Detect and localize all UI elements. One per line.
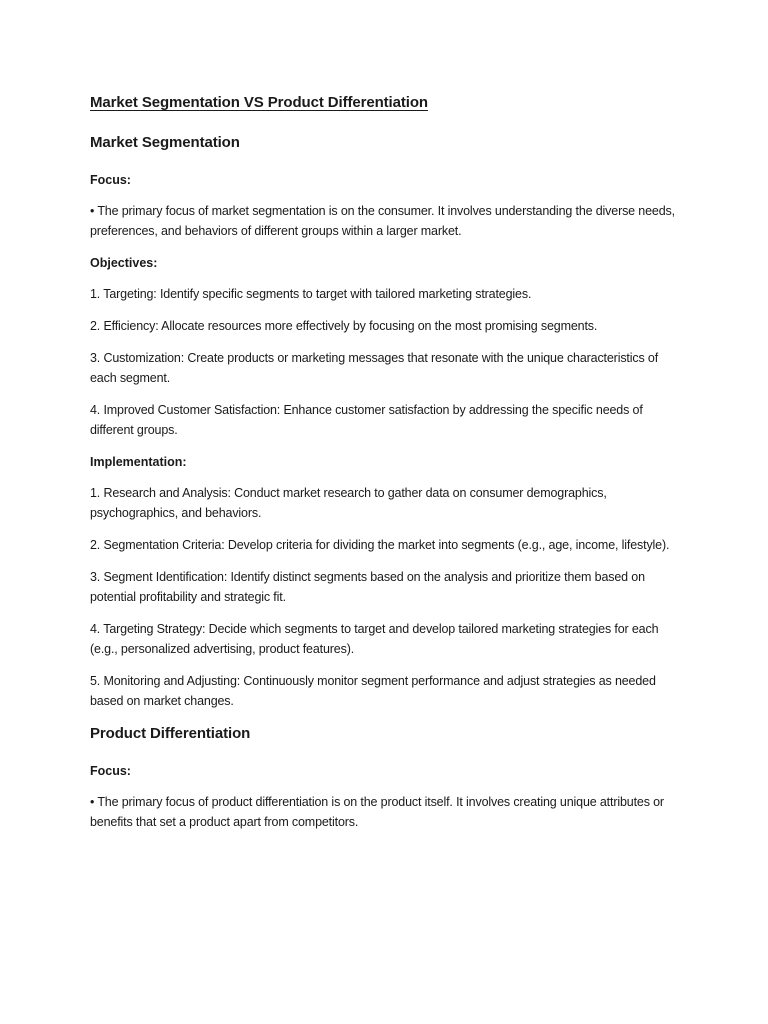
section-market-segmentation — [90, 132, 680, 711]
implementation-label: Implementation: — [90, 455, 187, 469]
document-page — [90, 92, 680, 844]
section-product-differentiation — [90, 723, 680, 832]
objective-item: 2. Efficiency: Allocate resources more effectively by focusing on the most promising segments. — [90, 319, 598, 333]
objective-item: 4. Improved Customer Satisfaction: Enhance customer satisfaction by addressing the specific needs of different groups. — [90, 403, 643, 437]
objective-item: 3. Customization: Create products or marketing messages that resonate with the unique characteristics of each segment. — [90, 351, 659, 385]
focus-text: • The primary focus of product differentiation is on the product itself. It involves creating unique attributes or benefits that set a product apart from competitors. — [90, 795, 664, 829]
objectives-label: Objectives: — [90, 256, 158, 270]
section-heading: Market Segmentation — [90, 134, 240, 151]
section-heading: Product Differentiation — [90, 725, 251, 742]
focus-text: • The primary focus of market segmentation is on the consumer. It involves understanding the diverse needs, preferences, and behaviors of different groups within a larger market. — [90, 204, 675, 238]
implementation-item: 2. Segmentation Criteria: Develop criteria for dividing the market into segments (e.g., age, income, lifestyle). — [90, 538, 670, 552]
implementation-item: 4. Targeting Strategy: Decide which segments to target and develop tailored marketing strategies for each (e.g., personalized advertising, product features). — [90, 622, 659, 656]
document-title: Market Segmentation VS Product Differentiation — [90, 94, 428, 111]
implementation-item: 1. Research and Analysis: Conduct market research to gather data on consumer demographics, psychographics, and behaviors. — [90, 486, 607, 520]
objective-item: 1. Targeting: Identify specific segments to target with tailored marketing strategies. — [90, 287, 532, 301]
implementation-item: 3. Segment Identification: Identify distinct segments based on the analysis and prioritize them based on potential profitability and strategic fit. — [90, 570, 645, 604]
implementation-item: 5. Monitoring and Adjusting: Continuously monitor segment performance and adjust strategies as needed based on market changes. — [90, 674, 656, 708]
focus-label: Focus: — [90, 173, 131, 187]
focus-label: Focus: — [90, 764, 131, 778]
